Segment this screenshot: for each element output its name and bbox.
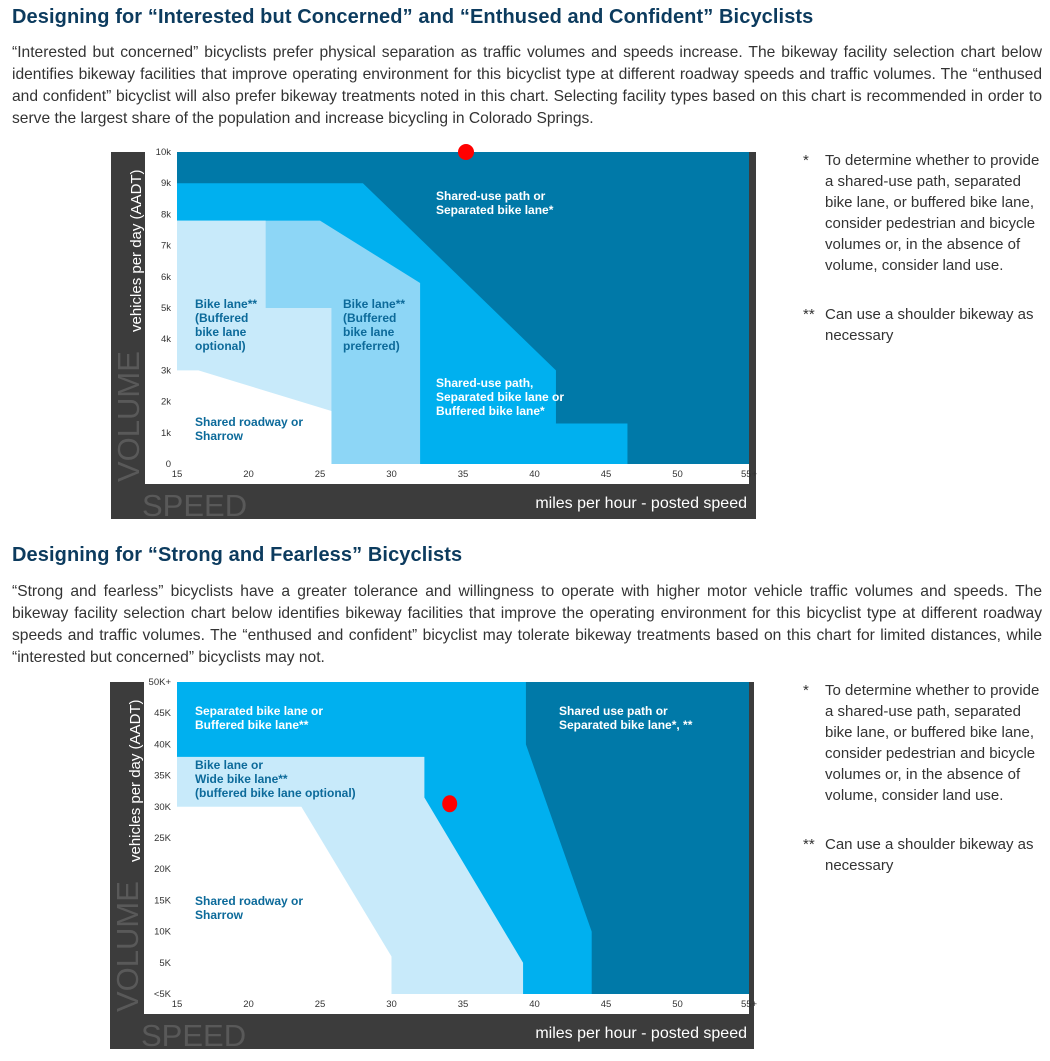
label-bike-lane-optional-line: (Buffered bbox=[195, 311, 249, 325]
chart2-y-axis-title: VOLUME bbox=[110, 881, 145, 1012]
chart1-note-double-star bbox=[803, 304, 1048, 346]
note-text: To determine whether to provide a shared-use path, separated bike lane, or buffered bike lane, consider pedestrian and bicycle volumes or, in the absence of volume, consider land use. bbox=[825, 682, 1040, 804]
chart1-y-tick-label: 6k bbox=[160, 271, 171, 283]
chart1-x-tick-label: 30 bbox=[386, 469, 397, 480]
chart1-y-axis-title: VOLUME bbox=[111, 351, 146, 482]
chart2-y-tick-label: 45K bbox=[154, 708, 171, 720]
chart2-x-tick-label: 25 bbox=[314, 999, 326, 1010]
chart2-y-axis-subtitle: vehicles per day (AADT) bbox=[127, 699, 144, 862]
chart1-y-tick-label: 3k bbox=[160, 365, 171, 377]
chart2-y-tick-label: 50K+ bbox=[148, 677, 171, 688]
chart1-x-tick-label: 35 bbox=[457, 469, 469, 480]
chart1-x-axis-title: SPEED bbox=[142, 488, 248, 523]
label-bike-lane-optional-line: Bike lane** bbox=[195, 297, 258, 311]
note-text: Can use a shoulder bikeway as necessary bbox=[825, 836, 1034, 874]
label-bike-lane-preferred-line: bike lane bbox=[343, 325, 395, 339]
chart2-y-tick-label: <5K bbox=[153, 989, 171, 1000]
label-bike-lane-optional-line: bike lane bbox=[195, 325, 247, 339]
chart2-x-tick-label: 40 bbox=[529, 999, 540, 1010]
chart1-x-tick-label: 55+ bbox=[740, 469, 758, 480]
label-shared-roadway-line: Sharrow bbox=[195, 429, 244, 443]
chart2-x-tick-label: 15 bbox=[171, 999, 183, 1010]
label-bike-lane-preferred-line: Bike lane** bbox=[343, 297, 406, 311]
chart2-y-tick-label: 15K bbox=[154, 895, 171, 907]
section1-heading: Designing for “Interested but Concerned” and “Enthused and Confident” Bicyclists bbox=[12, 6, 814, 28]
label-shared-use-separated-line: Shared-use path or bbox=[436, 189, 546, 203]
label-shared-use-separated-line: Shared use path or bbox=[559, 704, 668, 718]
chart1-x-tick-label: 25 bbox=[314, 469, 326, 480]
note-mark: * bbox=[803, 682, 809, 699]
chart1-x-tick-label: 40 bbox=[529, 469, 540, 480]
note-mark: ** bbox=[803, 836, 815, 853]
label-bike-lane-or-wide-line: Bike lane or bbox=[195, 758, 264, 772]
chart2-y-tick-label: 25K bbox=[154, 833, 171, 844]
chart1-y-tick-label: 2k bbox=[160, 396, 171, 408]
chart2-y-tick-label: 5K bbox=[159, 957, 171, 969]
label-bike-lane-optional-line: optional) bbox=[195, 339, 246, 353]
chart2-y-tick-label: 35K bbox=[154, 770, 171, 782]
section1-paragraph: “Interested but concerned” bicyclists prefer physical separation as traffic volumes and speeds increase. The bikeway facility selection chart below identifies bikeway facilities that improve operating environment for this bicyclist type at different roadway speeds and traffic volumes. The “enthused and confident” bicyclist will also prefer bikeway treatments noted in this chart. Selecting facility types based on this chart is recommended in order to serve the largest share of the population and increase bicycling in Colorado Springs. bbox=[12, 44, 1042, 127]
note-text: To determine whether to provide a shared-use path, separated bike lane, or buffered bike lane, consider pedestrian and bicycle volumes or, in the absence of volume, consider land use. bbox=[825, 152, 1040, 274]
chart1-y-tick-label: 5k bbox=[160, 303, 171, 314]
label-shared-use-separated-line: Separated bike lane* bbox=[436, 203, 554, 217]
note-mark: * bbox=[803, 152, 809, 169]
chart1-note-single-star bbox=[803, 150, 1048, 276]
note-mark: ** bbox=[803, 306, 815, 323]
chart2-y-tick-label: 20K bbox=[154, 864, 171, 876]
chart2-x-tick-label: 35 bbox=[457, 999, 469, 1010]
chart2-x-tick-label: 55+ bbox=[740, 999, 758, 1010]
chart2-x-tick-band bbox=[144, 994, 749, 1014]
label-bike-lane-or-wide-line: Wide bike lane** bbox=[195, 772, 288, 786]
label-shared-use-separated-buffered-line: Separated bike lane or bbox=[436, 390, 565, 404]
chart1-x-tick-label: 45 bbox=[600, 469, 612, 480]
label-bike-lane-preferred-line: preferred) bbox=[343, 339, 400, 353]
chart1-y-axis-subtitle: vehicles per day (AADT) bbox=[128, 169, 145, 332]
chart1-x-tick-label: 20 bbox=[243, 469, 254, 480]
chart2-x-tick-label: 20 bbox=[243, 999, 254, 1010]
label-separated-or-buffered-line: Separated bike lane or bbox=[195, 704, 324, 718]
chart2-notes bbox=[803, 680, 1048, 876]
label-shared-use-separated-buffered-line: Buffered bike lane* bbox=[436, 404, 545, 418]
chart2-x-axis-subtitle: miles per hour - posted speed bbox=[535, 1025, 747, 1042]
chart2-x-tick-label: 50 bbox=[672, 999, 683, 1010]
chart1-y-tick-label: 8k bbox=[160, 209, 171, 221]
label-shared-use-separated-line: Separated bike lane*, ** bbox=[559, 718, 693, 732]
note-text: Can use a shoulder bikeway as necessary bbox=[825, 306, 1034, 344]
chart1-x-axis-subtitle: miles per hour - posted speed bbox=[535, 495, 747, 512]
label-bike-lane-or-wide-line: (buffered bike lane optional) bbox=[195, 786, 356, 800]
chart1-y-tick-label: 10k bbox=[155, 147, 171, 158]
chart1-y-tick-label: 0 bbox=[165, 459, 171, 470]
label-shared-roadway-line: Shared roadway or bbox=[195, 894, 304, 908]
label-shared-roadway-line: Sharrow bbox=[195, 908, 244, 922]
chart1-y-tick-label: 7k bbox=[160, 240, 171, 252]
chart2-x-tick-label: 45 bbox=[600, 999, 612, 1010]
chart2-x-tick-label: 30 bbox=[386, 999, 397, 1010]
chart1-y-tick-label: 4k bbox=[160, 334, 171, 346]
label-shared-roadway-line: Shared roadway or bbox=[195, 415, 304, 429]
chart1-x-tick-label: 15 bbox=[171, 469, 183, 480]
chart1-y-tick-label: 9k bbox=[160, 178, 171, 190]
label-bike-lane-preferred-line: (Buffered bbox=[343, 311, 397, 325]
chart1-x-tick-label: 50 bbox=[672, 469, 683, 480]
chart2-x-axis-title: SPEED bbox=[141, 1018, 247, 1053]
chart2-y-tick-label: 40K bbox=[154, 739, 171, 751]
chart2-y-tick-label: 30K bbox=[154, 801, 171, 813]
red-marker-dot bbox=[442, 795, 457, 812]
chart2-note-double-star bbox=[803, 834, 1048, 876]
chart1-y-tick-label: 1k bbox=[160, 427, 171, 439]
chart2-note-single-star bbox=[803, 680, 1048, 806]
label-separated-or-buffered-line: Buffered bike lane** bbox=[195, 718, 309, 732]
label-shared-use-separated-buffered-line: Shared-use path, bbox=[436, 376, 534, 390]
section2-heading: Designing for “Strong and Fearless” Bicyclists bbox=[12, 544, 463, 566]
chart2-y-tick-label: 10K bbox=[154, 926, 171, 938]
chart1-notes bbox=[803, 150, 1048, 346]
label-separated-or-buffered bbox=[195, 704, 323, 732]
section2-paragraph: “Strong and fearless” bicyclists have a greater tolerance and willingness to operate with higher motor vehicle traffic volumes and speeds. The bikeway facility selection chart below identifies bikeway facilities that improve the operating environment for this bicyclist type at different roadway speeds and traffic volumes. The “enthused and confident” bicyclist may tolerate bikeway treatments based on this chart for limited distances, while “interested but concerned” bicyclists may not. bbox=[12, 583, 1042, 666]
